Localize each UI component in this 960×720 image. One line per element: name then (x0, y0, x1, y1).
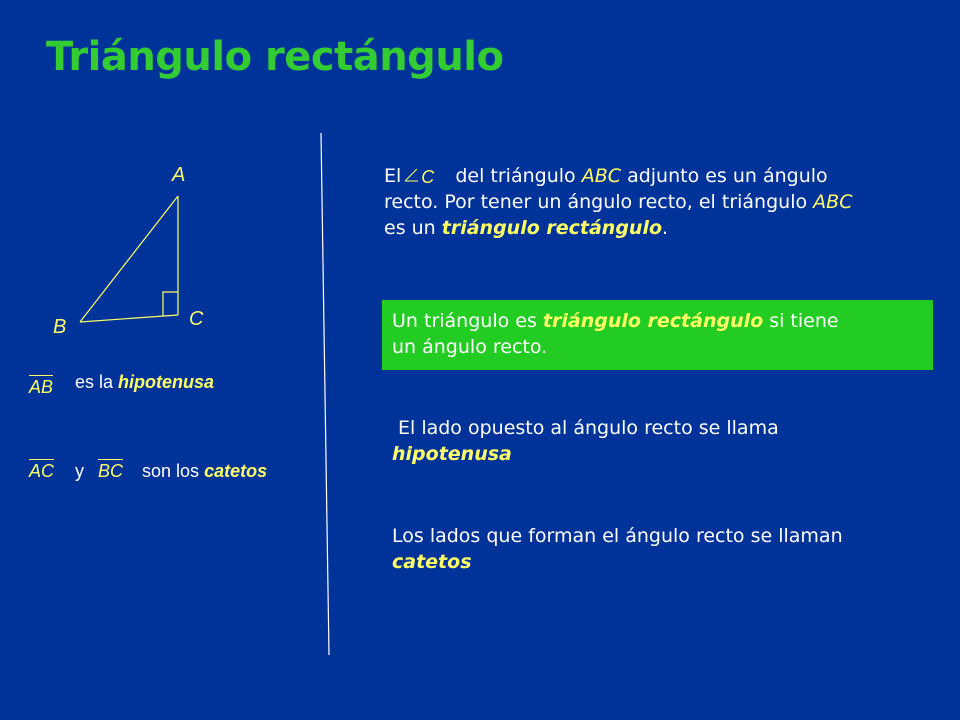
right-angle-marker (163, 292, 178, 316)
hyp-note-term: hipotenusa (118, 372, 215, 392)
catetos-text: Los lados que forman el ángulo recto se llaman (392, 525, 843, 547)
definition-line-2: un ángulo recto. (392, 336, 548, 358)
catetos-paragraph (392, 523, 932, 575)
intro-el: El (384, 165, 402, 187)
abc-label-1: ABC (581, 165, 622, 187)
side-bc (80, 315, 178, 322)
hypotenuse-term: hipotenusa (392, 443, 512, 465)
definition-term: triángulo rectángulo (542, 310, 764, 332)
segment-bc: BC (98, 461, 124, 481)
intro-part2: adjunto es un ángulo (627, 165, 828, 187)
catetos-note (142, 458, 267, 484)
intro-line-3 (384, 215, 944, 241)
hypotenuse-note (75, 369, 214, 395)
cat-note-term: catetos (204, 461, 268, 481)
vertex-b-label: B (53, 316, 67, 338)
vertex-a-label: A (172, 164, 186, 186)
hypotenuse-text: El lado opuesto al ángulo recto se llama (398, 417, 779, 439)
abc-label-2: ABC (813, 191, 853, 213)
cat-note-text: son los (142, 461, 200, 481)
definition-suffix: si tiene (769, 310, 839, 332)
hyp-note-text: es la (75, 372, 114, 392)
segment-ac: AC (29, 461, 55, 481)
intro-line-2 (384, 189, 944, 215)
intro-line2-text: recto. Por tener un ángulo recto, el triángulo (384, 191, 808, 213)
divider-line (321, 133, 329, 655)
angle-c-label: C (421, 167, 435, 187)
definition-prefix: Un triángulo es (392, 310, 537, 332)
catetos-term: catetos (392, 551, 472, 573)
angle-c-symbol (401, 164, 449, 187)
intro-term: triángulo rectángulo (441, 217, 663, 239)
vertex-c-label: C (189, 308, 204, 330)
definition-box (382, 300, 933, 370)
intro-line3-text: es un (384, 217, 436, 239)
intro-part1: del triángulo (455, 165, 576, 187)
definition-line-1 (392, 308, 923, 334)
intro-line-1 (384, 163, 944, 189)
page-title: Triángulo rectángulo (46, 34, 504, 80)
intro-paragraph (384, 163, 944, 241)
segment-ab: AB (29, 377, 54, 397)
hypotenuse-paragraph (392, 415, 932, 467)
cat-and: y (75, 461, 84, 481)
intro-period: . (662, 217, 669, 239)
